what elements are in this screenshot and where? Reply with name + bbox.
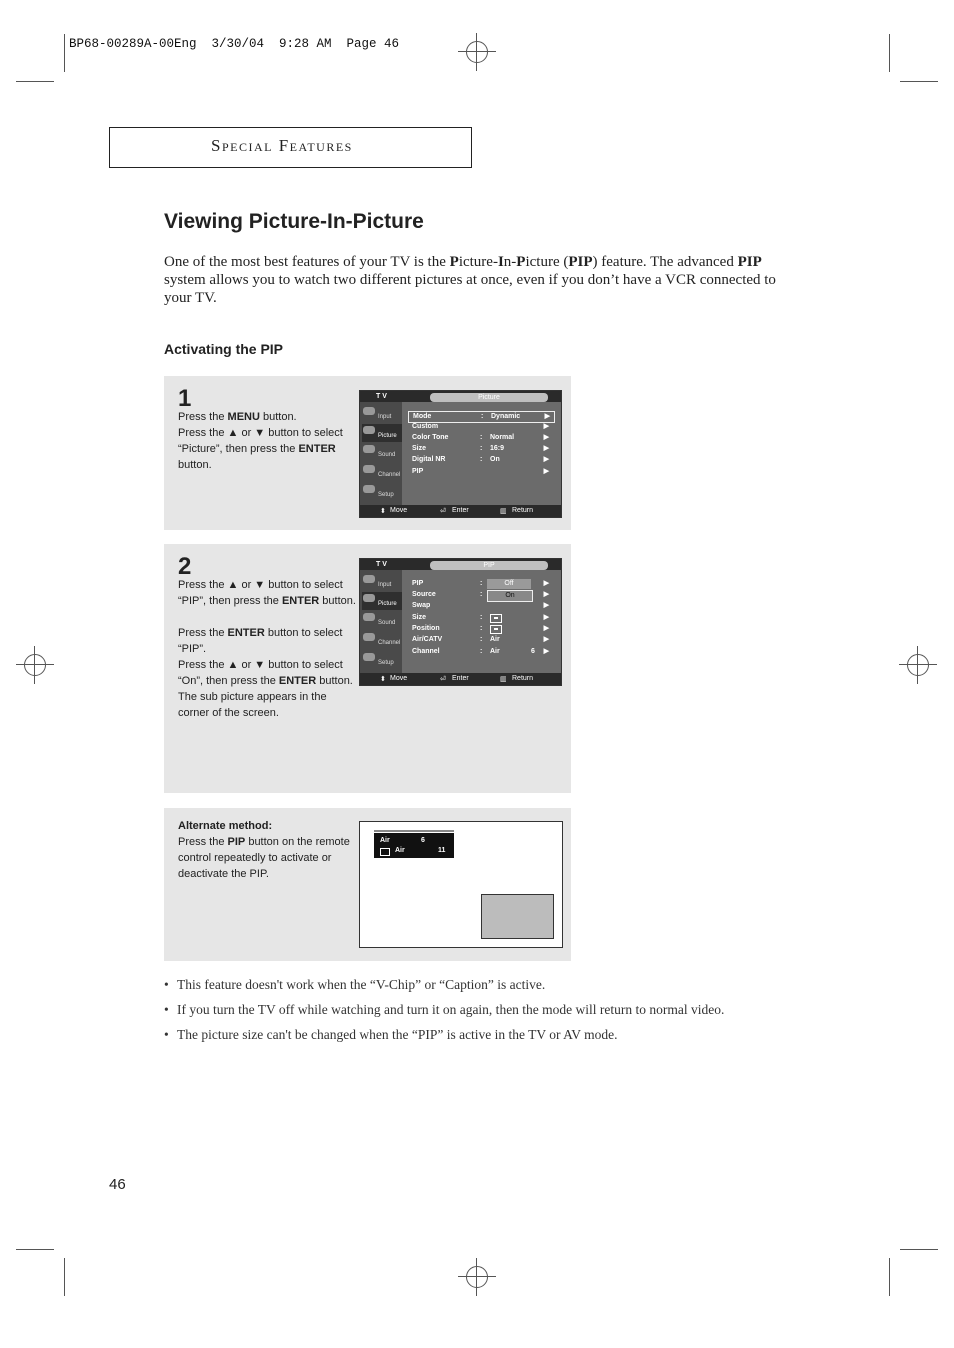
step-number: 2 [178,553,192,580]
print-header: BP68-00289A-00Eng 3/30/04 9:28 AM Page 46 [69,37,400,51]
osd-row: Swap ▶ [412,602,549,609]
osd-tv-label: T V [376,393,387,400]
input-icon [363,575,375,583]
subsection-title: Activating the PIP [164,341,284,357]
osd-row: Digital NR : On ▶ [412,456,549,463]
channel-icon [363,465,375,473]
osd-row: PIP : ▶ [412,580,549,587]
list-item: • If you turn the TV off while watching and turn it on again, then the mode will return to normal video. [164,1002,804,1018]
arrow-right-icon: ▶ [543,580,549,587]
sub-picture [481,894,554,939]
osd-row: Size : ▶ [412,614,549,621]
osd-tab: Picture [430,393,548,402]
pip-option-off: Off [487,579,531,589]
osd-row: Mode : Dynamic ▶ [408,411,555,423]
osd-bottom-bar: ⬍ Move ⏎ Enter ▥ Return [360,505,561,517]
osd-row: Air/CATV : Air ▶ [412,636,549,643]
osd-side-input: Input [362,573,402,591]
registration-mark [24,654,46,676]
return-icon: ▥ [500,508,507,515]
arrow-right-icon: ▶ [543,456,549,463]
pip-size-icon [490,614,502,623]
crop-mark [16,1249,54,1250]
pip-icon [380,848,390,856]
osd-row: Size : 16:9 ▶ [412,445,549,452]
arrow-right-icon: ▶ [543,648,549,655]
crop-mark [900,1249,938,1250]
page-number: 46 [109,1176,126,1193]
osd-row: Color Tone : Normal ▶ [412,434,549,441]
return-icon: ▥ [500,676,507,683]
osd-side-picture: Picture [362,592,402,610]
channel-icon [363,633,375,641]
osd-side-input: Input [362,405,402,423]
arrow-right-icon: ▶ [544,413,550,420]
osd-side-picture: Picture [362,424,402,442]
enter-icon: ⏎ [440,676,446,683]
arrow-right-icon: ▶ [543,423,549,430]
osd-sidebar [360,570,402,673]
picture-icon [363,426,375,434]
registration-mark [466,41,488,63]
list-item: • This feature doesn't work when the “V-Chip” or “Caption” is active. [164,977,804,993]
section-title: Special Features [211,136,353,155]
osd-row: Source : ▶ [412,591,549,598]
step-number: 1 [178,385,192,412]
registration-mark [466,1266,488,1288]
osd-side-channel: Channel [362,463,402,481]
arrow-right-icon: ▶ [543,602,549,609]
arrow-right-icon: ▶ [543,614,549,621]
crop-mark [889,1258,890,1296]
sound-icon [363,613,375,621]
osd-tab: PIP [430,561,548,570]
osd-row: Position : ▶ [412,625,549,632]
tv-screen-illustration [359,821,563,948]
setup-icon [363,485,375,493]
picture-icon [363,594,375,602]
step-2-text: Press the ▲ or ▼ button to select “PIP”, then press the ENTER button. Press the ENTER button to select “PIP”. Press the ▲ or ▼ button to select “On”, then press the ENTER button. The sub picture appears in the corner of the screen. [178,579,356,719]
move-icon: ⬍ [380,676,386,683]
input-icon [363,407,375,415]
move-icon: ⬍ [380,508,386,515]
enter-icon: ⏎ [440,508,446,515]
crop-mark [889,34,890,72]
alternate-method-text: Alternate method: Press the PIP button on the remote control repeatedly to activate or deactivate the PIP. [178,820,350,880]
arrow-right-icon: ▶ [543,591,549,598]
osd-tv-label: T V [376,561,387,568]
osd-side-channel: Channel [362,631,402,649]
arrow-right-icon: ▶ [543,636,549,643]
osd-row: Custom ▶ [412,423,549,430]
intro-paragraph: One of the most best features of your TV is the Picture-In-Picture (PIP) feature. The advanced PIP system allows you to watch two different pictures at once, even if you don’t have a VCR connected to your TV. [164,254,776,306]
pip-option-on: On [487,590,533,602]
setup-icon [363,653,375,661]
osd-sidebar [360,402,402,505]
osd-side-sound: Sound [362,611,402,629]
registration-mark [907,654,929,676]
osd-side-sound: Sound [362,443,402,461]
osd-pip-menu [359,558,562,686]
arrow-right-icon: ▶ [543,445,549,452]
osd-side-setup: Setup [362,651,402,669]
channel-info-box: Air 6 Air 11 [374,833,454,858]
pip-position-icon [490,625,502,634]
sound-icon [363,445,375,453]
osd-side-setup: Setup [362,483,402,501]
crop-mark [64,34,65,72]
osd-row: Channel : Air 6 ▶ [412,648,549,655]
arrow-right-icon: ▶ [543,434,549,441]
notes-list [164,977,804,1052]
osd-row: PIP ▶ [412,468,549,475]
page-title: Viewing Picture-In-Picture [164,210,424,233]
arrow-right-icon: ▶ [543,625,549,632]
crop-mark [16,81,54,82]
arrow-right-icon: ▶ [543,468,549,475]
crop-mark [64,1258,65,1296]
crop-mark [900,81,938,82]
step-1-text: Press the MENU button. Press the ▲ or ▼ button to select “Picture”, then press the ENTER button. [178,411,343,471]
osd-bottom-bar: ⬍ Move ⏎ Enter ▥ Return [360,673,561,685]
osd-picture-menu [359,390,562,518]
list-item: • The picture size can't be changed when the “PIP” is active in the TV or AV mode. [164,1027,804,1043]
